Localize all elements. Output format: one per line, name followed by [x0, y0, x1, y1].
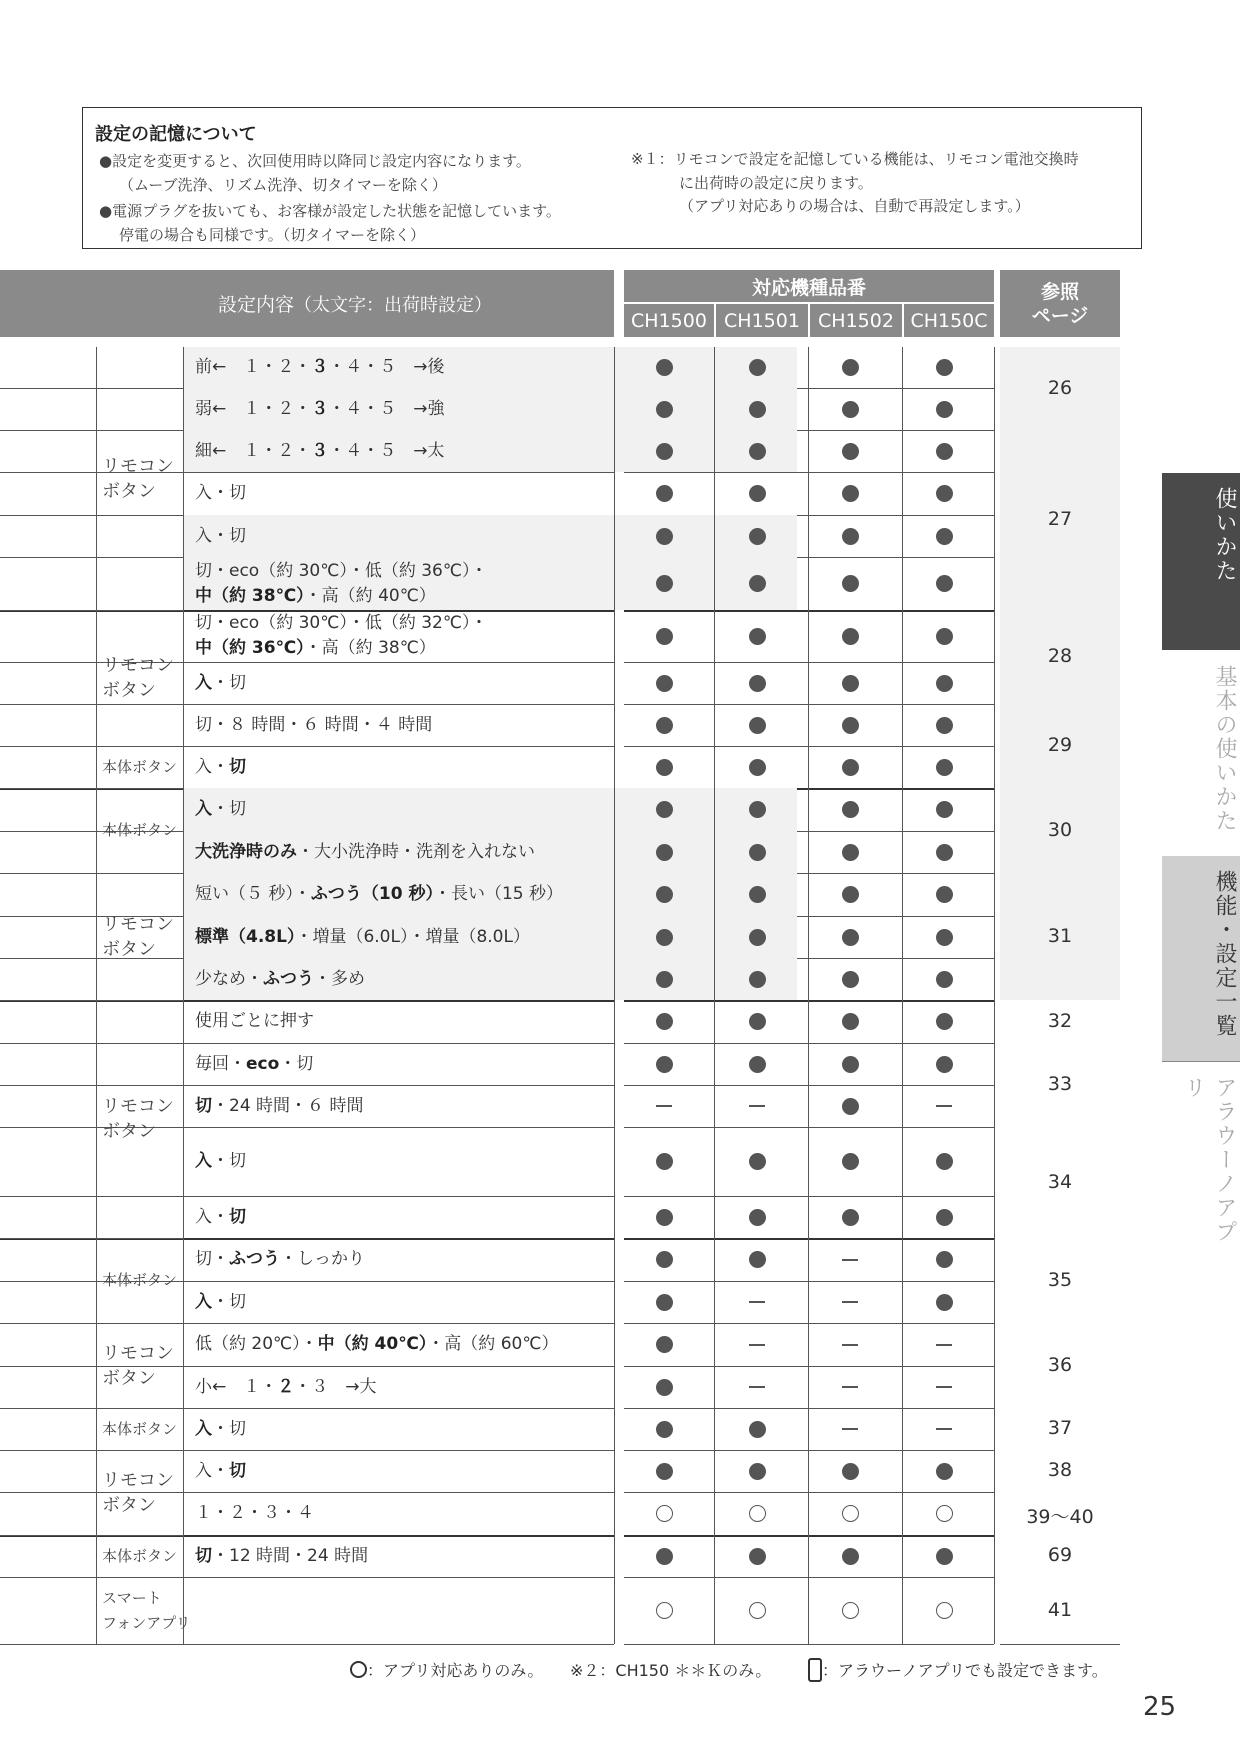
header-ref-line1: 参照	[1040, 280, 1079, 303]
row-divider	[624, 1085, 994, 1086]
category-label: 本体ボタン	[102, 1419, 178, 1438]
unsupported-dash	[936, 1428, 952, 1430]
category-label: リモコン ボタン	[102, 1342, 174, 1389]
unsupported-dash	[749, 1386, 765, 1388]
supported-dot	[749, 401, 766, 418]
unsupported-dash	[749, 1344, 765, 1346]
supported-dot	[842, 485, 859, 502]
supported-dot	[656, 717, 673, 734]
supported-dot	[936, 1153, 953, 1170]
setting-options: 切・eco（約 30℃）・低（約 36℃）・ 中（約 38℃）・高（約 40℃）	[195, 560, 488, 606]
row-divider	[624, 1323, 994, 1324]
unsupported-dash	[842, 1301, 858, 1303]
side-tab-divider	[1162, 1061, 1240, 1062]
supported-dot	[842, 801, 859, 818]
supported-dot	[936, 485, 953, 502]
supported-dot	[936, 717, 953, 734]
supported-dot	[842, 759, 859, 776]
setting-options: 入・切	[195, 672, 246, 693]
row-divider-left	[0, 515, 96, 516]
memo-line-3: ●電源プラグを抜いても、お客様が設定した状態を記憶しています。	[99, 202, 561, 220]
supported-dot	[656, 801, 673, 818]
supported-dot	[749, 1421, 766, 1438]
supported-dot	[936, 1056, 953, 1073]
setting-options: 入・切	[195, 1418, 246, 1439]
setting-options: 入・切	[195, 483, 246, 503]
supported-dot	[936, 929, 953, 946]
row-divider	[624, 662, 994, 663]
supported-dot	[842, 1463, 859, 1480]
supported-dot	[842, 929, 859, 946]
row-divider-left	[0, 788, 96, 789]
row-divider	[624, 1366, 994, 1367]
row-divider	[624, 1043, 994, 1044]
row-divider	[624, 1196, 994, 1197]
footer-legend-open: ：アプリ対応ありのみ。	[367, 1661, 544, 1680]
category-label: リモコン ボタン	[102, 913, 174, 960]
supported-dot	[749, 485, 766, 502]
category-divider	[96, 1323, 183, 1324]
side-tab-arauno-app[interactable]: アラウーノアプリ	[1181, 1076, 1237, 1244]
reference-page: 39～40	[1026, 1505, 1094, 1528]
setting-options: 使用ごとに押す	[195, 1011, 314, 1031]
smartphone-icon	[808, 1658, 822, 1682]
supported-dot	[936, 575, 953, 592]
column-divider	[714, 347, 715, 1644]
supported-dot	[936, 628, 953, 645]
supported-dot	[936, 528, 953, 545]
supported-dot	[656, 1013, 673, 1030]
unsupported-dash	[749, 1301, 765, 1303]
app-only-circle	[749, 1602, 766, 1619]
supported-dot	[656, 1153, 673, 1170]
row-divider-left	[0, 1408, 96, 1409]
supported-dot	[936, 401, 953, 418]
row-divider-left	[0, 958, 96, 959]
supported-dot	[656, 971, 673, 988]
supported-dot	[749, 1013, 766, 1030]
supported-dot	[656, 443, 673, 460]
row-divider-left	[0, 430, 96, 431]
header-models-group: 対応機種品番	[624, 270, 994, 302]
supported-dot	[656, 1463, 673, 1480]
memo-note1-line-3: （アプリ対応ありの場合は、自動で再設定します。）	[679, 197, 1030, 215]
row-divider-left	[0, 831, 96, 832]
setting-options: 大洗浄時のみ・大小洗浄時・洗剤を入れない	[195, 841, 535, 862]
supported-dot	[749, 1056, 766, 1073]
reference-page: 27	[1047, 508, 1073, 530]
reference-page: 28	[1047, 645, 1073, 667]
row-divider-left	[0, 1043, 96, 1044]
supported-dot	[749, 1251, 766, 1268]
header-setting-content	[96, 270, 614, 337]
reference-page: 32	[1047, 1009, 1073, 1032]
unsupported-dash	[936, 1386, 952, 1388]
memo-note1-line-2: に出荷時の設定に戻ります。	[679, 174, 873, 192]
setting-options: １・２・３・４	[195, 1503, 314, 1523]
setting-options: 毎回・eco・切	[195, 1053, 314, 1074]
header-model-ch1500: CH1500	[624, 304, 714, 337]
supported-dot	[842, 1098, 859, 1115]
table-row-shade	[183, 788, 797, 831]
memory-notice-box	[82, 107, 1142, 249]
row-divider	[624, 610, 994, 612]
category-divider	[96, 1644, 183, 1645]
footer-phone-note	[808, 1658, 1108, 1682]
supported-dot	[842, 971, 859, 988]
app-only-circle	[936, 1602, 953, 1619]
row-divider	[624, 1492, 994, 1493]
supported-dot	[749, 575, 766, 592]
category-divider	[96, 1577, 183, 1578]
setting-options: 入・切	[195, 1291, 246, 1312]
supported-dot	[656, 1251, 673, 1268]
supported-dot	[749, 801, 766, 818]
app-only-circle	[656, 1602, 673, 1619]
setting-options: 前← １・２・３・４・５ →後	[195, 357, 445, 377]
supported-dot	[656, 485, 673, 502]
reference-page: 33	[1047, 1073, 1073, 1095]
category-divider	[96, 1238, 183, 1239]
supported-dot	[656, 628, 673, 645]
setting-options: 入・切	[195, 756, 246, 777]
row-divider	[624, 1127, 994, 1128]
category-divider	[96, 610, 183, 611]
supported-dot	[656, 886, 673, 903]
header-reference-page	[1000, 270, 1120, 337]
category-label: 本体ボタン	[102, 821, 178, 839]
setting-options: 入・切	[195, 1460, 246, 1481]
supported-dot	[656, 1548, 673, 1565]
supported-dot	[749, 1209, 766, 1226]
supported-dot	[656, 1379, 673, 1396]
app-only-circle	[842, 1505, 859, 1522]
supported-dot	[936, 359, 953, 376]
row-divider-left	[0, 1535, 96, 1536]
row-divider	[624, 1238, 994, 1240]
supported-dot	[936, 1251, 953, 1268]
column-divider	[183, 347, 184, 1644]
supported-dot	[656, 528, 673, 545]
setting-options: 細← １・２・３・４・５ →太	[195, 440, 445, 461]
reference-page: 37	[1047, 1417, 1073, 1439]
header-model-ch1501: CH1501	[716, 304, 808, 337]
header-ref-line2: ページ	[1031, 304, 1089, 327]
header-model-ch1502: CH1502	[810, 304, 902, 337]
ref-divider	[1000, 1644, 1120, 1645]
supported-dot	[842, 1013, 859, 1030]
column-divider	[614, 347, 615, 1644]
setting-options: 切・ふつう・しっかり	[195, 1249, 365, 1269]
app-only-circle	[936, 1505, 953, 1522]
reference-page: 41	[1047, 1598, 1073, 1621]
memo-line-2: （ムーブ洗浄、リズム洗浄、切タイマーを除く）	[119, 176, 447, 194]
setting-options: 小← １・２・３ →大	[195, 1376, 377, 1397]
reference-page: 26	[1047, 376, 1073, 399]
supported-dot	[842, 401, 859, 418]
setting-options: 切・12 時間・24 時間	[195, 1545, 369, 1566]
supported-dot	[749, 886, 766, 903]
row-divider	[624, 1408, 994, 1409]
setting-options: 入・切	[195, 1151, 246, 1171]
supported-dot	[842, 1209, 859, 1226]
supported-dot	[842, 1153, 859, 1170]
supported-dot	[656, 575, 673, 592]
table-row-shade	[183, 515, 797, 557]
category-label: スマート フォンアプリ	[102, 1588, 191, 1632]
setting-options: 切・eco（約 30℃）・低（約 32℃）・ 中（約 36℃）・高（約 38℃）	[195, 613, 488, 658]
supported-dot	[842, 1548, 859, 1565]
category-label: 本体ボタン	[102, 1546, 178, 1565]
supported-dot	[749, 1153, 766, 1170]
setting-options: 切・８ 時間・６ 時間・４ 時間	[195, 714, 433, 735]
row-divider-left	[0, 610, 96, 611]
supported-dot	[936, 844, 953, 861]
supported-dot	[656, 1056, 673, 1073]
reference-page: 29	[1047, 734, 1073, 756]
supported-dot	[842, 575, 859, 592]
reference-page: 38	[1047, 1459, 1073, 1481]
supported-dot	[656, 1294, 673, 1311]
row-divider	[624, 1450, 994, 1451]
row-divider-left	[0, 662, 96, 663]
header-content-note: （太文字：出荷時設定）	[294, 294, 492, 316]
supported-dot	[936, 971, 953, 988]
supported-dot	[656, 675, 673, 692]
row-divider-left	[0, 1644, 96, 1645]
supported-dot	[936, 443, 953, 460]
supported-dot	[749, 675, 766, 692]
row-divider	[624, 746, 994, 747]
row-divider-left	[0, 1577, 96, 1578]
supported-dot	[749, 443, 766, 460]
row-divider	[624, 1644, 994, 1645]
footer-legend	[350, 1658, 543, 1681]
app-only-circle	[656, 1505, 673, 1522]
side-tab-basic-usage[interactable]: 基本の使いかた	[1212, 665, 1237, 833]
row-divider	[624, 1000, 994, 1002]
memo-note1-line-1: ※１：リモコンで設定を記憶している機能は、リモコン電池交換時	[631, 150, 1079, 168]
setting-options: 弱← １・２・３・４・５ →強	[195, 398, 445, 419]
category-label: 本体ボタン	[102, 757, 178, 776]
column-divider	[994, 347, 995, 1644]
setting-options: 少なめ・ふつう・多め	[195, 968, 365, 989]
supported-dot	[749, 844, 766, 861]
supported-dot	[749, 717, 766, 734]
row-divider	[624, 704, 994, 705]
category-label: 本体ボタン	[102, 1271, 178, 1289]
row-divider-left	[0, 1323, 96, 1324]
category-divider	[96, 788, 183, 789]
category-label: リモコン ボタン	[102, 455, 174, 502]
supported-dot	[842, 886, 859, 903]
supported-dot	[656, 929, 673, 946]
supported-dot	[749, 759, 766, 776]
setting-options: 標準（4.8L）・増量（6.0L）・増量（8.0L）	[195, 926, 530, 947]
category-divider	[96, 1450, 183, 1451]
row-divider-left	[0, 1450, 96, 1451]
row-divider-left	[0, 1238, 96, 1239]
unsupported-dash	[936, 1344, 952, 1346]
supported-dot	[936, 1463, 953, 1480]
setting-options: 短い（５ 秒）・ふつう（10 秒）・長い（15 秒）	[195, 884, 564, 904]
supported-dot	[936, 759, 953, 776]
row-divider	[624, 472, 994, 473]
row-divider-left	[0, 557, 96, 558]
row-divider-left	[0, 1366, 96, 1367]
supported-dot	[656, 844, 673, 861]
supported-dot	[936, 1013, 953, 1030]
supported-dot	[842, 628, 859, 645]
category-divider	[96, 873, 183, 874]
reference-page: 34	[1047, 1170, 1073, 1193]
app-only-circle	[842, 1602, 859, 1619]
row-divider-left	[0, 1492, 96, 1493]
row-divider-left	[0, 916, 96, 917]
supported-dot	[749, 359, 766, 376]
memo-line-1: ●設定を変更すると、次回使用時以降同じ設定内容になります。	[99, 152, 531, 170]
column-divider	[808, 347, 809, 1644]
supported-dot	[842, 717, 859, 734]
supported-dot	[842, 675, 859, 692]
category-label: リモコン ボタン	[102, 1096, 174, 1142]
supported-dot	[936, 1548, 953, 1565]
reference-page: 30	[1047, 818, 1073, 841]
unsupported-dash	[936, 1105, 952, 1107]
category-divider	[96, 1408, 183, 1409]
setting-options: 入・切	[195, 799, 246, 819]
supported-dot	[842, 359, 859, 376]
memo-line-4: 停電の場合も同様です。（切タイマーを除く）	[119, 226, 426, 244]
supported-dot	[749, 628, 766, 645]
row-divider-left	[0, 746, 96, 747]
supported-dot	[842, 844, 859, 861]
supported-dot	[842, 1056, 859, 1073]
unsupported-dash	[842, 1386, 858, 1388]
supported-dot	[749, 1548, 766, 1565]
row-divider-left	[0, 873, 96, 874]
row-divider-left	[0, 704, 96, 705]
category-label: リモコン ボタン	[102, 655, 174, 701]
side-tab-usage[interactable]: 使いかた	[1162, 473, 1240, 650]
row-divider-left	[0, 1196, 96, 1197]
row-divider	[624, 1535, 994, 1537]
supported-dot	[842, 528, 859, 545]
footer-note2: ※２：CH150 ＊＊Ｋのみ。	[570, 1661, 772, 1680]
row-divider-left	[0, 472, 96, 473]
memory-notice-title: 設定の記憶について	[95, 124, 257, 145]
setting-options: 切・24 時間・６ 時間	[195, 1095, 364, 1116]
supported-dot	[656, 359, 673, 376]
header-content-label: 設定内容	[217, 294, 294, 316]
supported-dot	[656, 401, 673, 418]
supported-dot	[656, 1336, 673, 1353]
footer-phone-text: ：アラウーノアプリでも設定できます。	[822, 1661, 1108, 1680]
supported-dot	[749, 1463, 766, 1480]
unsupported-dash	[842, 1428, 858, 1430]
unsupported-dash	[749, 1105, 765, 1107]
category-divider	[96, 1535, 183, 1536]
supported-dot	[749, 971, 766, 988]
reference-page: 69	[1047, 1544, 1073, 1566]
reference-page: 35	[1047, 1268, 1073, 1291]
supported-dot	[656, 1209, 673, 1226]
category-label: リモコン ボタン	[102, 1469, 174, 1516]
unsupported-dash	[842, 1344, 858, 1346]
supported-dot	[656, 1421, 673, 1438]
setting-options: 低（約 20℃）・中（約 40℃）・高（約 60℃）	[195, 1334, 559, 1354]
row-divider	[624, 1281, 994, 1282]
app-only-circle	[749, 1505, 766, 1522]
supported-dot	[656, 759, 673, 776]
header-blank-cell	[0, 270, 96, 337]
supported-dot	[936, 801, 953, 818]
supported-dot	[936, 886, 953, 903]
supported-dot	[749, 929, 766, 946]
side-tab-functions-settings[interactable]: 機能・設定一覧	[1162, 856, 1240, 1061]
supported-dot	[842, 443, 859, 460]
page-number: 25	[1143, 1692, 1177, 1722]
unsupported-dash	[842, 1259, 858, 1261]
supported-dot	[936, 1209, 953, 1226]
supported-dot	[749, 528, 766, 545]
supported-dot	[936, 1294, 953, 1311]
row-divider-left	[0, 1281, 96, 1282]
row-divider	[624, 1577, 994, 1578]
reference-page: 31	[1047, 924, 1073, 947]
category-divider	[96, 746, 183, 747]
supported-dot	[936, 675, 953, 692]
category-divider	[96, 1000, 183, 1001]
setting-options: 入・切	[195, 525, 246, 546]
setting-options: 入・切	[195, 1206, 246, 1227]
unsupported-dash	[656, 1105, 672, 1107]
row-divider-left	[0, 1127, 96, 1128]
header-model-ch150c: CH150C	[904, 304, 994, 337]
reference-page: 36	[1047, 1353, 1073, 1376]
row-divider-left	[0, 1085, 96, 1086]
column-divider	[902, 347, 903, 1644]
row-divider-left	[0, 388, 96, 389]
open-circle-icon	[350, 1661, 367, 1678]
row-divider-left	[0, 1000, 96, 1001]
